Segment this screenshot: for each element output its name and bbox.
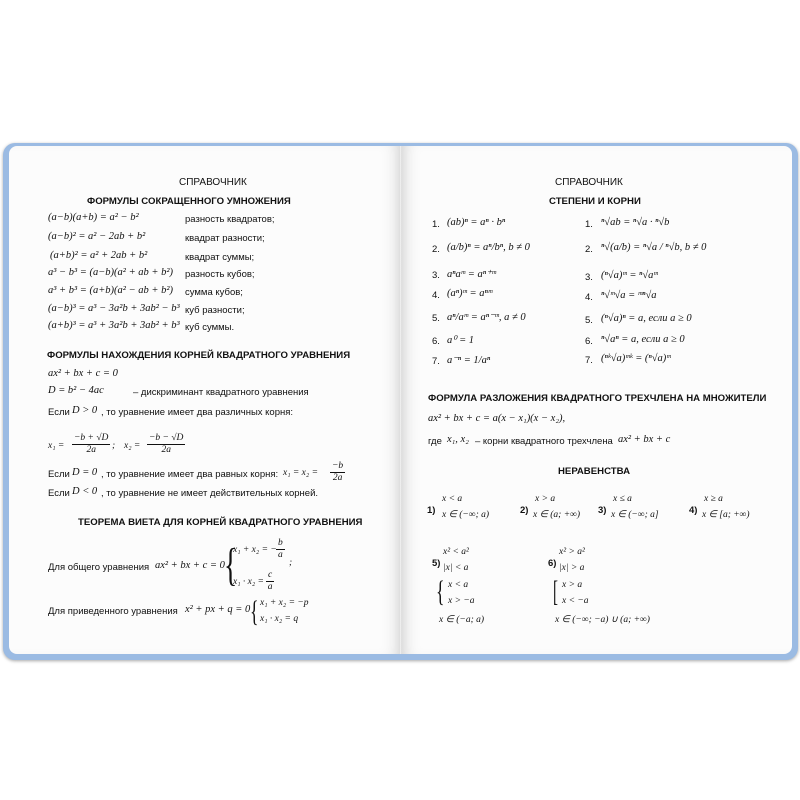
if-text: , то уравнение имеет два различных корня: — [101, 407, 294, 418]
item-number: 6. — [585, 336, 593, 347]
item-number: 4. — [432, 290, 440, 301]
ineq-system-line: x < a — [448, 580, 469, 590]
x1-numerator: −b + √D — [74, 433, 109, 443]
discriminant-formula: D = b² − 4ac — [48, 385, 104, 396]
discriminant-desc: – дискриминант квадратного уравнения — [133, 387, 309, 398]
general-eq-label: Для общего уравнения — [48, 562, 150, 573]
item-number: 3. — [432, 270, 440, 281]
ineq-condition: x² > a² — [559, 547, 585, 557]
x12-fraction — [330, 461, 345, 484]
fraction-den: a — [278, 550, 283, 560]
root-formula: ⁿ√aⁿ = a, если a ≥ 0 — [601, 334, 685, 345]
item-number: 3. — [585, 272, 593, 283]
item-number: 1. — [432, 219, 440, 230]
if-text: Если — [48, 469, 70, 480]
ineq-condition: |x| < a — [443, 563, 469, 573]
formula-row: a³ + b³ = (a+b)(a² − ab + b²) — [48, 285, 174, 296]
ineq-system-line: x < −a — [562, 596, 589, 606]
x1-denominator: 2a — [86, 445, 96, 455]
fraction-num: b — [278, 538, 283, 548]
power-formula: (aⁿ)ᵐ = aⁿᵐ — [447, 288, 493, 299]
notebook-spine — [399, 146, 402, 654]
ineq-number: 2) — [520, 505, 529, 516]
root-formula: ⁿ√ᵐ√a = ᵐⁿ√a — [601, 290, 657, 301]
x12-lhs: x₁ = x₂ = — [283, 468, 318, 478]
reduced-product: x₁ · x₂ = q — [260, 614, 299, 624]
root-formula: ⁿ√(a/b) = ⁿ√a / ⁿ√b, b ≠ 0 — [601, 242, 707, 253]
roots-vars: x₁, x₂ — [447, 434, 469, 445]
reduced-sum: x₁ + x₂ = −p — [260, 598, 309, 608]
abbrev-mult-title: ФОРМУЛЫ СОКРАЩЕННОГО УМНОЖЕНИЯ — [87, 196, 291, 207]
ineq-system-line: x > a — [562, 580, 583, 590]
vieta-product: x₁ · x₂ = — [233, 577, 264, 587]
quad-equation: ax² + bx + c = 0 — [48, 368, 118, 379]
powers-roots-title: СТЕПЕНИ И КОРНИ — [549, 196, 641, 207]
root-formula: (ⁿ√a)ⁿ = a, если a ≥ 0 — [601, 313, 692, 324]
if-condition: D < 0 — [72, 486, 98, 497]
ineq-number: 1) — [427, 505, 436, 516]
system-brace: { — [436, 575, 445, 608]
x2-lhs: x₂ = — [124, 441, 141, 451]
power-formula: aⁿ/aᵐ = aⁿ⁻ᵐ, a ≠ 0 — [447, 312, 526, 323]
formula-row: (a−b)² = a² − 2ab + b² — [48, 231, 146, 242]
ineq-condition: x > a — [535, 494, 556, 504]
if-condition: D = 0 — [72, 467, 98, 478]
formula-row: a³ − b³ = (a−b)(a² + ab + b²) — [48, 267, 174, 278]
root-formula: (ⁿ√a)ᵐ = ⁿ√aᵐ — [601, 270, 658, 281]
x12-numerator: −b — [332, 461, 344, 471]
where-text: где — [428, 436, 442, 447]
x2-numerator: −b − √D — [149, 433, 184, 443]
reduced-equation: x² + px + q = 0 — [185, 604, 251, 615]
ineq-solution: x ∈ (a; +∞) — [533, 510, 581, 520]
factorization-title: ФОРМУЛА РАЗЛОЖЕНИЯ КВАДРАТНОГО ТРЕХЧЛЕНА НА МНОЖИТЕЛИ — [428, 393, 767, 404]
inequalities-title: НЕРАВЕНСТВА — [558, 466, 630, 477]
fraction-num: c — [268, 570, 273, 580]
ineq-solution: x ∈ (−a; a) — [439, 615, 485, 625]
formula-desc: куб разности; — [185, 305, 245, 316]
ineq-number: 5) — [432, 558, 441, 569]
vieta-sum-fraction — [276, 538, 285, 561]
formula-desc: квадрат разности; — [185, 233, 265, 244]
ineq-solution: x ∈ (−∞; a] — [611, 510, 659, 520]
formula-desc: разность квадратов; — [185, 214, 275, 225]
ineq-system-line: x > −a — [448, 596, 475, 606]
system-bracket: [ — [553, 575, 558, 608]
power-formula: (a/b)ⁿ = aⁿ/bⁿ, b ≠ 0 — [447, 242, 530, 253]
formula-desc: квадрат суммы; — [185, 252, 255, 263]
x12-denominator: 2a — [332, 473, 343, 483]
power-formula: a⁻ⁿ = 1/aⁿ — [447, 355, 491, 366]
x2-fraction — [147, 433, 185, 456]
power-formula: aⁿaᵐ = aⁿ⁺ᵐ — [447, 269, 496, 280]
system-brace: { — [224, 539, 238, 590]
x2-denominator: 2a — [161, 445, 171, 455]
x1-fraction — [72, 433, 110, 456]
if-text: Если — [48, 488, 70, 499]
if-text: Если — [48, 407, 70, 418]
ineq-condition: x < a — [442, 494, 463, 504]
trinomial: ax² + bx + c — [618, 434, 671, 445]
reduced-eq-label: Для приведенного уравнения — [48, 606, 178, 617]
where-desc: – корни квадратного трехчлена — [475, 436, 613, 447]
ineq-solution: x ∈ (−∞; −a) ∪ (a; +∞) — [555, 615, 650, 625]
item-number: 4. — [585, 292, 593, 303]
formula-row: (a−b)(a+b) = a² − b² — [48, 212, 139, 223]
item-number: 7. — [585, 355, 593, 366]
ineq-number: 6) — [548, 558, 557, 569]
root-formula: (ⁿᵏ√a)ᵐᵏ = (ⁿ√a)ᵐ — [601, 353, 671, 364]
ineq-number: 4) — [689, 505, 698, 516]
item-number: 5. — [432, 313, 440, 324]
formula-row: (a−b)³ = a³ − 3a²b + 3ab² − b³ — [48, 303, 180, 314]
item-number: 1. — [585, 219, 593, 230]
formula-row: (a+b)² = a² + 2ab + b² — [50, 250, 148, 261]
formula-desc: сумма кубов; — [185, 287, 243, 298]
formula-desc: разность кубов; — [185, 269, 255, 280]
general-equation: ax² + bx + c = 0 — [155, 560, 225, 571]
left-page-header: СПРАВОЧНИК — [179, 177, 247, 188]
system-brace: { — [250, 595, 259, 628]
separator: ; — [112, 441, 116, 451]
ineq-condition: x² < a² — [443, 547, 469, 557]
ineq-condition: x ≤ a — [613, 494, 632, 504]
x1-lhs: x₁ = — [48, 441, 65, 451]
fraction-den: a — [267, 582, 273, 592]
vieta-sum: x₁ + x₂ = − — [233, 545, 277, 555]
vieta-title: ТЕОРЕМА ВИЕТА ДЛЯ КОРНЕЙ КВАДРАТНОГО УРАВНЕНИЯ — [78, 517, 363, 528]
power-formula: (ab)ⁿ = aⁿ · bⁿ — [447, 217, 506, 228]
vieta-product-fraction — [266, 570, 274, 593]
quad-roots-title: ФОРМУЛЫ НАХОЖДЕНИЯ КОРНЕЙ КВАДРАТНОГО УРАВНЕНИЯ — [47, 350, 351, 361]
item-number: 7. — [432, 356, 440, 367]
ineq-number: 3) — [598, 505, 607, 516]
if-condition: D > 0 — [72, 405, 98, 416]
ineq-solution: x ∈ (−∞; a) — [442, 510, 490, 520]
right-page-header: СПРАВОЧНИК — [555, 177, 623, 188]
ineq-solution: x ∈ [a; +∞) — [702, 510, 750, 520]
ineq-condition: x ≥ a — [704, 494, 723, 504]
item-number: 5. — [585, 315, 593, 326]
if-text: , то уравнение не имеет действительных корней. — [101, 488, 319, 499]
ineq-condition: |x| > a — [559, 563, 585, 573]
formula-row: (a+b)³ = a³ + 3a²b + 3ab² + b³ — [48, 320, 180, 331]
item-number: 2. — [585, 244, 593, 255]
item-number: 6. — [432, 336, 440, 347]
root-formula: ⁿ√ab = ⁿ√a · ⁿ√b — [601, 217, 670, 228]
semicolon: ; — [289, 558, 293, 568]
factorization-formula: ax² + bx + c = a(x − x₁)(x − x₂), — [428, 413, 566, 424]
formula-desc: куб суммы. — [185, 322, 235, 333]
if-text: , то уравнение имеет два равных корня: — [101, 469, 279, 480]
item-number: 2. — [432, 244, 440, 255]
power-formula: a⁰ = 1 — [447, 335, 475, 346]
